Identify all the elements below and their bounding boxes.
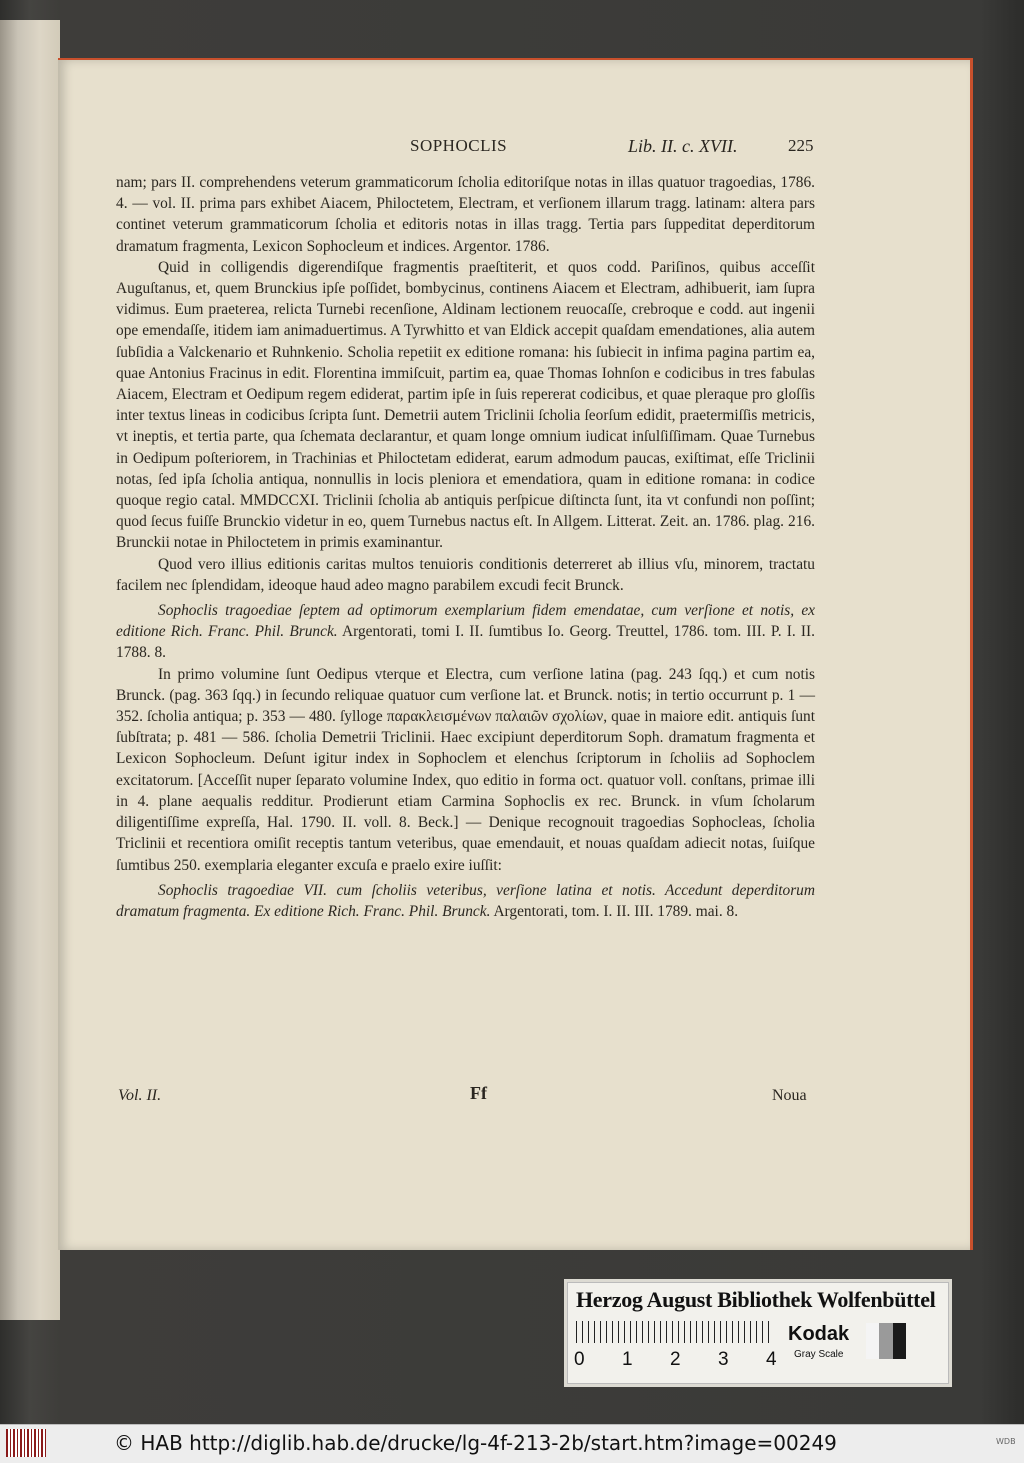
ruler-number: 0 <box>574 1349 585 1370</box>
ruler-ticks <box>576 1321 770 1343</box>
volume-label: Vol. II. <box>118 1087 162 1104</box>
citation-1-title: Sophoclis tragoediae ſeptem ad optimorum exemplarium fidem emendatae, cum verſione et notis, ex editione Rich. Franc. Phil. Brunck. <box>116 602 815 641</box>
gray-scale-label: Gray Scale <box>794 1349 844 1360</box>
paragraph-3: Quod vero illius editionis caritas multos tenuioris conditionis deterreret ab illius vſu, minorem, tractatu facilem nec ſplendidam, ideoque haud adeo magno parabilem excudi fecit Brunck. <box>116 555 815 594</box>
running-title: SOPHOCLIS <box>410 136 508 155</box>
ruler-number: 4 <box>766 1349 777 1370</box>
swatch-mid <box>879 1323 892 1359</box>
citation-2-title: Sophoclis tragoediae VII. cum ſcholiis veteribus, verſione latina et notis. Accedunt deperditorum dramatum fragmenta. Ex editione Rich. Franc. Phil. Brunck. <box>116 881 815 920</box>
body-text <box>116 172 815 922</box>
page-header <box>0 78 1024 156</box>
hab-barcode-icon <box>6 1429 46 1457</box>
paragraph-1: nam; pars II. comprehendens veterum grammaticorum ſcholia editoriſque notas in illas quatuor tragoedias, 1786. 4. — vol. II. prima pars exhibet Aiacem, Philoctetem, Electram, et verſionem illarum tragg. latinam: altera pars continet veterum grammaticorum ſcholia et editoris notas in illas tragg. Tertia pars ſuppeditat deperditorum dramatum fragmenta, Lexicon Sophocleum et indices. Argentor. 1786. <box>116 174 815 255</box>
gray-swatches <box>866 1323 906 1359</box>
library-name: Herzog August Bibliothek Wolfenbüttel <box>576 1287 936 1312</box>
ruler-number: 3 <box>718 1349 729 1370</box>
wdb-label: WDB <box>996 1437 1016 1446</box>
citation-1 <box>116 600 815 664</box>
color-scale-card <box>567 1282 949 1384</box>
kodak-logo: Kodak <box>788 1323 850 1345</box>
section-ref: Lib. II. c. XVII. <box>628 136 738 156</box>
swatch-light <box>866 1323 879 1359</box>
signature-mark: Ff <box>470 1083 487 1103</box>
citation-2-imprint: Argentorati, tom. I. II. III. 1789. mai. 8. <box>493 902 739 920</box>
ruler-number: 2 <box>670 1349 681 1370</box>
citation-1-imprint: Argentorati, tomi I. II. ſumtibus Io. Georg. Treuttel, 1786. tom. III. P. I. II. 1788. 8. <box>116 623 815 662</box>
status-bar <box>0 1424 1024 1463</box>
ruler-number: 1 <box>622 1349 633 1370</box>
paragraph-2: Quid in colligendis digerendiſque fragmentis praeſtiterit, et quos codd. Pariſinos, quibus acceſſit Auguſtanus, et, quem Brunckius ipſe poſſidet, bombycinus, continens Aiacem et Electram, adhibuerit, iam ſupra vidimus. Eum praeterea, relicta Turnebi recenſione, Aldinam lectionem reuocaſſe, crebroque e codd. aut ingenii ope emendaſſe, itidem iam animaduertimus. A Tyrwhitto et van Eldick accepit quaſdam emendationes, alia autem ſubſidia a Valckenario et Ruhnkenio. Scholia repetiit ex editione romana: his ſubiecit in infima pagina partim ea, quae Antonius Fracinus in edit. Florentina immiſcuit, partim ea, quae Thomas Iohnſon e codicibus in tres fabulas Aiacem, Electram et Oedipum regem ediderat, partim ipſe in ſuis repererat codicibus, et quae pleraque pro gloſſis inter textus lineas in codicibus ſcripta ſunt. Demetrii autem Triclinii ſcholia ſeorſum edidit, praetermiſſis metricis, vt ineptis, et tertia parte, qua ſchemata declarantur, et quam longe omnium iudicat inſulſiſſimam. Quae Turnebus in Oedipum poſteriorem, in Trachinias et Philoctetam ediderat, earum admodum paucas, exiſtimat, eſſe Triclinii notas, ſed ipſa ſcholia antiqua, nonnullis in locis pleniora et emendatiora, quam in editione romana: in codice quoque regio catal. MMDCCXI. Triclinii ſcholia ab antiquis perſpicue diſtincta ſunt, ita vt confundi non poſſint; quod ſecus fuiſſe Brunckio videtur in eo, quem Turnebus nactus eſt. In Allgem. Litterat. Zeit. an. 1786. plag. 216. Brunckii notae in Philoctetem in primis examinantur. <box>116 258 815 552</box>
copyright-url[interactable]: © HAB http://diglib.hab.de/drucke/lg-4f-213-2b/start.htm?image=00249 <box>114 1431 837 1455</box>
book-edge <box>0 20 60 1320</box>
page-number: 225 <box>788 136 814 155</box>
paragraph-4: In primo volumine ſunt Oedipus vterque et Electra, cum verſione latina (pag. 243 ſqq.) et cum notis Brunck. (pag. 363 ſqq.) in ſecundo reliquae quatuor cum verſione lat. et Brunck. notis; in tertio occurrunt p. 1 — 352. ſcholia antiqua; p. 353 — 480. ſylloge παρακλεισμένων παλαιῶν σχολίων, quae in maiore edit. antiquis ſunt ſubſtrata; p. 481 — 586. ſcholia Demetrii Triclinii. Haec excipiunt deperditorum Soph. dramatum fragmenta et Lexicon Sophocleum. Deſunt igitur index in Sophoclem et elenchus ſcriptorum in ſcholiis ad Sophoclem excitatorum. [Acceſſit nuper ſeparato volumine Index, quo editio in forma oct. quatuor voll. conſtans, primae illi in 4. plane aequalis redditur. Prodierunt etiam Carmina Sophoclis ex rec. Brunck. in vſum ſcholarum diligentiſſime expreſſa, Hal. 1790. II. voll. 8. Beck.] — Denique recognouit tragoedias Sophocleas, ſcholia Triclinii et recentiora omiſit receptis tantum veteribus, quae emendauit, et nouas quaſdam adiecit notas, ſuiſque ſumtibus 250. exemplaria eleganter excuſa e praelo exire iuſſit: <box>116 665 815 874</box>
catchword: Noua <box>772 1087 807 1104</box>
swatch-dark <box>893 1323 906 1359</box>
citation-2 <box>116 880 815 922</box>
